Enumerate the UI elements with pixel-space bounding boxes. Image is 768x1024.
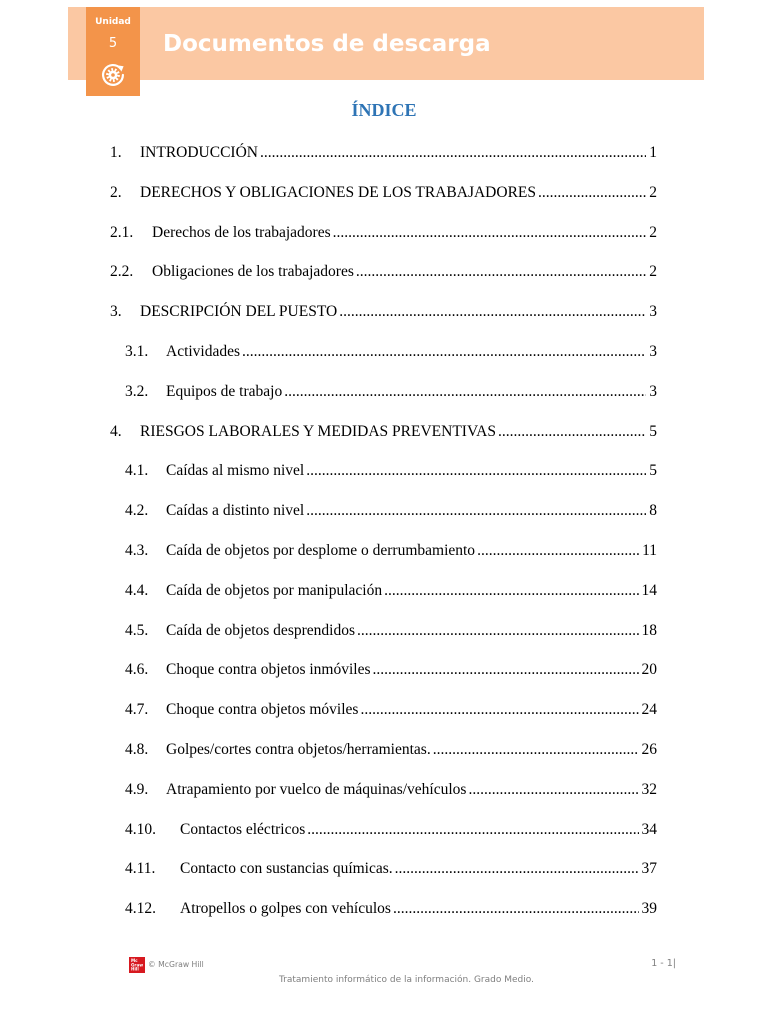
toc-entry-title: RIESGOS LABORALES Y MEDIDAS PREVENTIVAS — [140, 422, 496, 440]
toc-entry-page: 2 — [649, 263, 657, 281]
toc-entry-page: 26 — [641, 740, 657, 758]
toc-entry-page: 24 — [641, 701, 657, 719]
toc-entry-title: Caída de objetos desprendidos — [166, 621, 355, 639]
toc-entry-4-4[interactable] — [0, 581, 657, 621]
dot-leader — [331, 223, 647, 263]
toc-entry-page: 39 — [641, 900, 657, 918]
toc-entry-3-2[interactable] — [0, 382, 657, 422]
toc-entry-title: Derechos de los trabajadores — [152, 223, 331, 241]
toc-entry-title: DERECHOS Y OBLIGACIONES DE LOS TRABAJADORES — [140, 183, 536, 201]
toc-entry-number: 4.2. — [125, 502, 149, 520]
dot-leader — [358, 700, 638, 740]
unit-number: 5 — [108, 36, 118, 51]
dot-leader — [391, 899, 639, 939]
unit-label: Unidad — [95, 17, 131, 27]
toc-entry-number: 4.7. — [125, 701, 149, 719]
toc-entry-title: INTRODUCCIÓN — [140, 144, 258, 161]
toc-entry-title: Caída de objetos por desplome o derrumbamiento — [166, 541, 476, 559]
toc-entry-number: 4.12. — [125, 900, 156, 918]
toc-entry-title: Obligaciones de los trabajadores — [152, 263, 354, 281]
toc-entry-page: 3 — [649, 303, 657, 321]
logo-text — [131, 959, 143, 971]
dot-leader — [305, 820, 638, 860]
logo-line: Hill — [130, 966, 139, 971]
toc-entry-page: 2 — [649, 183, 657, 201]
toc-entry-title: Caídas al mismo nivel — [166, 462, 305, 480]
toc-entry-page: 34 — [641, 820, 657, 838]
toc-entry-number: 3.1. — [125, 342, 149, 360]
toc-entry-page: 32 — [641, 780, 657, 798]
toc-entry-4[interactable] — [0, 422, 657, 462]
dot-leader — [382, 581, 638, 621]
toc-entry-4-5[interactable] — [0, 621, 657, 661]
dot-leader — [466, 780, 638, 820]
toc-entry-number: 4.8. — [125, 740, 149, 758]
page-indicator: 1 - 1| — [651, 958, 676, 969]
toc-entry-page: 11 — [642, 541, 657, 559]
toc-entry-page: 37 — [641, 860, 657, 878]
course-footer: Tratamiento informático de la información. Grado Medio. — [279, 975, 534, 985]
dot-leader — [354, 262, 646, 302]
toc-entry-4-9[interactable] — [0, 780, 657, 820]
toc-entry-page: 8 — [649, 502, 657, 520]
mcgraw-hill-logo — [129, 957, 145, 973]
dot-leader — [355, 621, 639, 661]
toc-entry-number: 4.11. — [125, 860, 156, 878]
dot-leader — [431, 740, 639, 780]
toc-entry-number: 4.1. — [125, 462, 149, 480]
toc-entry-page: 5 — [649, 462, 657, 480]
toc-entry-4-7[interactable] — [0, 700, 657, 740]
logo-line: Graw — [130, 962, 143, 967]
toc-entry-1[interactable] — [0, 143, 657, 183]
toc-entry-title: Choque contra objetos inmóviles — [166, 661, 371, 679]
dot-leader — [393, 859, 639, 899]
dot-leader — [337, 302, 646, 342]
dot-leader — [370, 660, 638, 700]
dot-leader — [536, 183, 646, 223]
toc-entry-4-11[interactable] — [0, 859, 657, 899]
toc-entry-page: 14 — [641, 581, 657, 599]
toc-entry-page: 3 — [649, 382, 657, 400]
gear-refresh-icon — [99, 61, 127, 89]
toc-entry-2-1[interactable] — [0, 223, 657, 263]
toc-entry-page: 20 — [641, 661, 657, 679]
toc-entry-title: Actividades — [166, 342, 241, 360]
toc-entry-title: Equipos de trabajo — [166, 382, 283, 400]
toc-entry-title: Choque contra objetos móviles — [166, 701, 359, 719]
toc-entry-title: Caída de objetos por manipulación — [166, 581, 383, 599]
toc-entry-title: Atrapamiento por vuelco de máquinas/vehículos — [166, 780, 467, 798]
toc-entry-number: 4.3. — [125, 541, 149, 559]
dot-leader — [304, 501, 646, 541]
dot-leader — [282, 382, 646, 422]
index-heading: ÍNDICE — [351, 100, 417, 120]
toc-entry-2-2[interactable] — [0, 262, 657, 302]
toc-entry-number: 2.1. — [110, 223, 134, 241]
toc-entry-number: 3. — [110, 303, 122, 321]
toc-entry-4-6[interactable] — [0, 660, 657, 700]
toc-entry-page: 3 — [649, 342, 657, 360]
toc-entry-number: 4.4. — [125, 581, 149, 599]
toc-entry-3[interactable] — [0, 302, 657, 342]
toc-entry-title: Golpes/cortes contra objetos/herramientas. — [166, 740, 431, 758]
toc-entry-4-10[interactable] — [0, 820, 657, 860]
toc-entry-page: 18 — [641, 621, 657, 639]
toc-entry-title: DESCRIPCIÓN DEL PUESTO — [140, 303, 338, 321]
toc-entry-page: 2 — [649, 223, 657, 241]
table-of-contents — [0, 143, 657, 939]
publisher-copyright: © McGraw Hill — [148, 960, 204, 969]
toc-entry-number: 4.10. — [125, 820, 156, 838]
unit-badge — [86, 7, 140, 96]
toc-entry-title: Contactos eléctricos — [180, 820, 306, 838]
toc-entry-number: 1. — [110, 144, 122, 161]
dot-leader — [258, 143, 646, 183]
toc-entry-4-2[interactable] — [0, 501, 657, 541]
toc-entry-page: 1 — [649, 144, 657, 161]
page-title: Documentos de descarga — [163, 31, 491, 57]
toc-entry-number: 4.5. — [125, 621, 149, 639]
toc-entry-number: 4.9. — [125, 780, 149, 798]
toc-entry-4-8[interactable] — [0, 740, 657, 780]
dot-leader — [304, 461, 646, 501]
toc-entry-title: Caídas a distinto nivel — [166, 502, 305, 520]
dot-leader — [496, 422, 646, 462]
toc-entry-title: Contacto con sustancias químicas. — [180, 860, 393, 878]
toc-entry-4-12[interactable] — [0, 899, 657, 939]
toc-entry-4-1[interactable] — [0, 461, 657, 501]
toc-entry-2[interactable] — [0, 183, 657, 223]
logo-line: Mc — [130, 957, 138, 963]
toc-entry-3-1[interactable] — [0, 342, 657, 382]
toc-entry-title: Atropellos o golpes con vehículos — [180, 900, 391, 918]
toc-entry-number: 2.2. — [110, 263, 134, 281]
toc-entry-number: 4.6. — [125, 661, 149, 679]
dot-leader — [240, 342, 646, 382]
dot-leader — [475, 541, 639, 581]
toc-entry-page: 5 — [649, 422, 657, 440]
toc-entry-number: 2. — [110, 183, 122, 201]
toc-entry-4-3[interactable] — [0, 541, 657, 581]
toc-entry-number: 4. — [110, 422, 122, 440]
toc-entry-number: 3.2. — [125, 382, 149, 400]
